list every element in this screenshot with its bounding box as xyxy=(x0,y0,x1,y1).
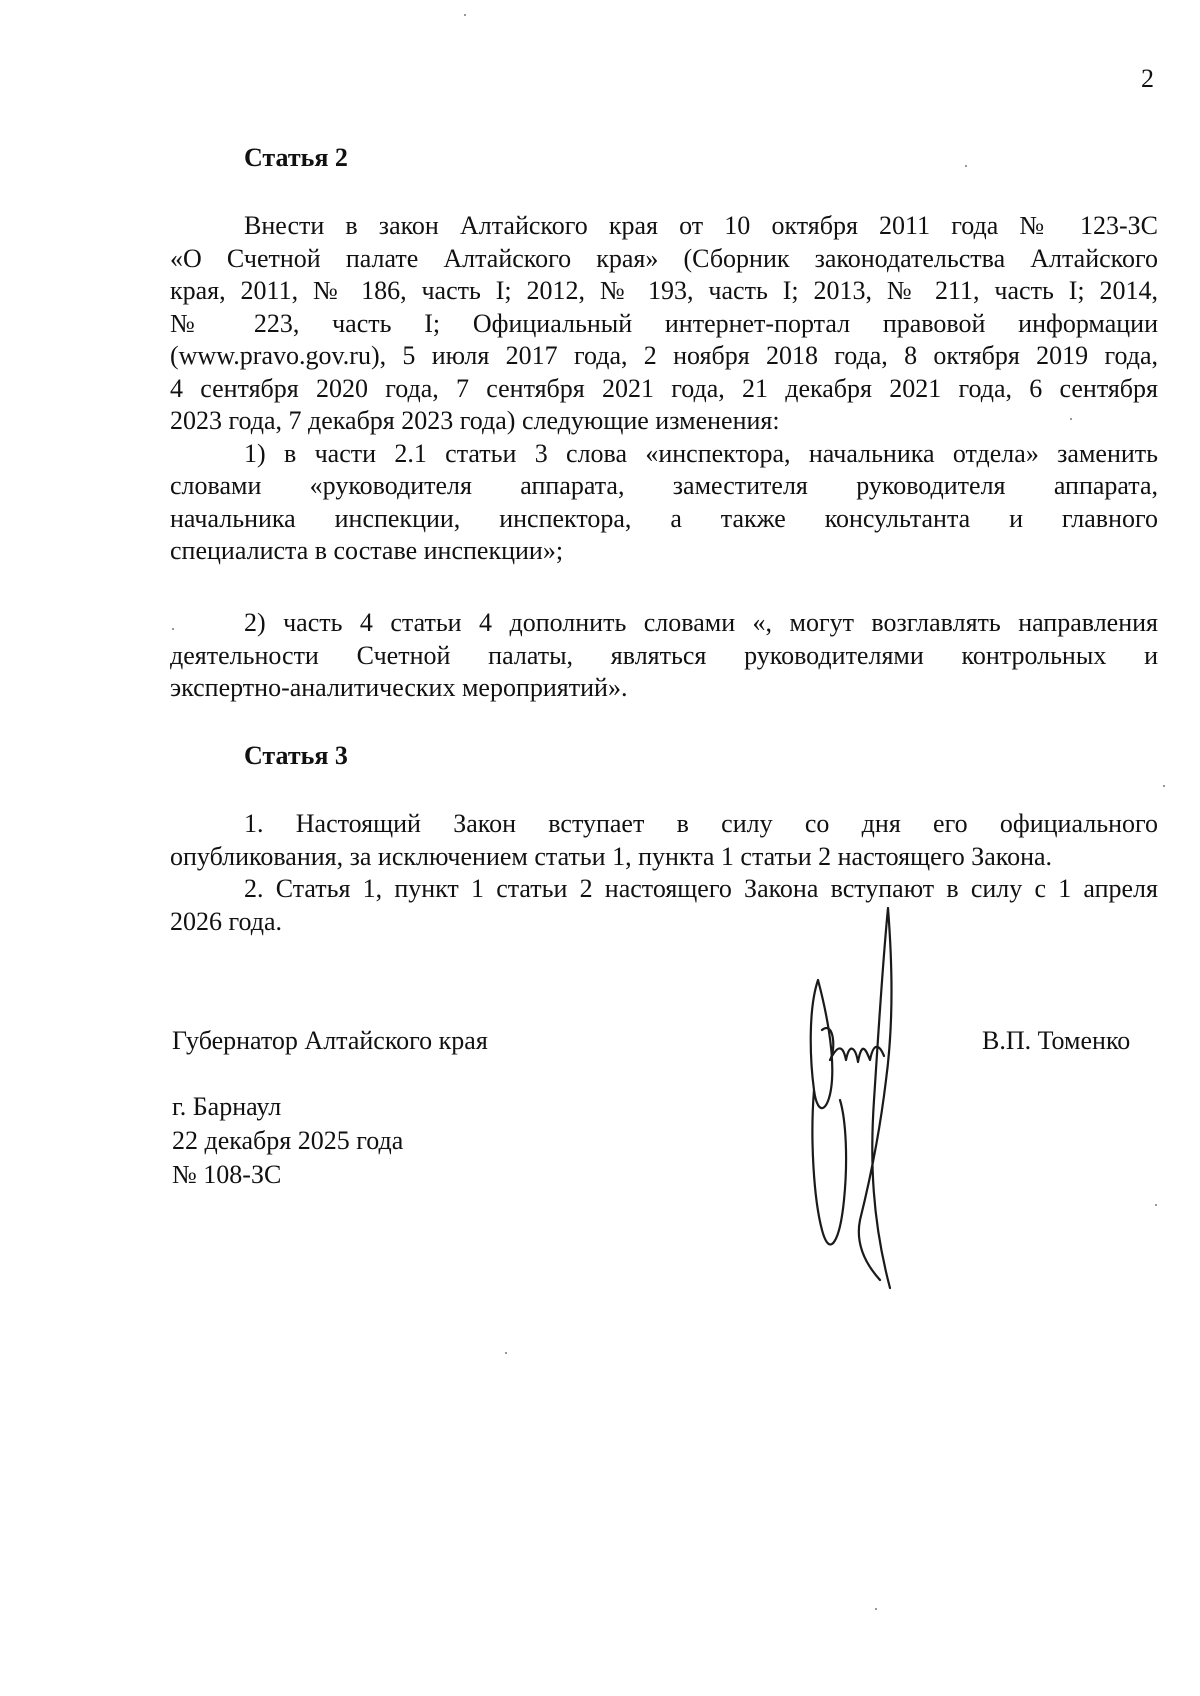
page-number: 2 xyxy=(1141,64,1154,93)
article-3-heading: Статья 3 xyxy=(244,741,348,770)
text-line: словами «руководителя аппарата, заместителя руководителя аппарата, xyxy=(170,471,1158,500)
scan-speck xyxy=(1155,1204,1157,1206)
scan-speck xyxy=(172,628,174,630)
text-line: деятельности Счетной палаты, являться руководителями контрольных и xyxy=(170,640,1158,670)
handwritten-signature xyxy=(800,900,950,1300)
text-line: № 223, часть I; Официальный интернет-портал правовой информации xyxy=(170,308,1158,338)
date: 22 декабря 2025 года xyxy=(172,1126,404,1155)
article-2-intro xyxy=(170,210,1158,568)
text-line: 2023 года, 7 декабря 2023 года) следующие изменения: xyxy=(170,406,780,435)
text-line: Внести в закон Алтайского края от 10 октября 2011 года № 123-ЗС xyxy=(244,211,1158,240)
article-2-heading: Статья 2 xyxy=(244,143,348,172)
law-number: № 108-ЗС xyxy=(172,1160,282,1189)
text-line: 4 сентября 2020 года, 7 сентября 2021 года, 21 декабря 2021 года, 6 сентября xyxy=(170,373,1158,403)
scan-speck xyxy=(1070,418,1072,420)
place-date-number xyxy=(172,1090,403,1192)
text-line: (www.pravo.gov.ru), 5 июля 2017 года, 2 ноября 2018 года, 8 октября 2019 года, xyxy=(170,341,1158,370)
scan-speck xyxy=(505,1352,507,1354)
text-line: 1) в части 2.1 статьи 3 слова «инспектора, начальника отдела» заменить xyxy=(244,438,1158,468)
text-line: 2. Статья 1, пункт 1 статьи 2 настоящего Закона вступают в силу с 1 апреля xyxy=(244,874,1158,903)
scan-speck xyxy=(1163,785,1165,787)
city: г. Барнаул xyxy=(172,1092,282,1121)
scan-speck xyxy=(965,165,967,167)
text-line: «О Счетной палате Алтайского края» (Сборник законодательства Алтайского xyxy=(170,243,1158,273)
scan-speck xyxy=(464,14,466,16)
text-line: опубликования, за исключением статьи 1, пункта 1 статьи 2 настоящего Закона. xyxy=(170,841,1053,871)
signatory-name: В.П. Томенко xyxy=(982,1026,1131,1055)
text-line: начальника инспекции, инспектора, а также консультанта и главного xyxy=(170,503,1158,533)
text-line: 2026 года. xyxy=(170,906,283,936)
text-line: специалиста в составе инспекции»; xyxy=(170,536,564,565)
text-line: 1. Настоящий Закон вступает в силу со дня его официального xyxy=(244,809,1158,838)
text-line: края, 2011, № 186, часть I; 2012, № 193, часть I; 2013, № 211, часть I; 2014, xyxy=(170,276,1158,305)
text-line: экспертно-аналитических мероприятий». xyxy=(170,673,628,702)
article-3-body xyxy=(170,808,1158,938)
signatory-position: Губернатор Алтайского края xyxy=(172,1026,488,1055)
text-line: 2) часть 4 статьи 4 дополнить словами «, могут возглавлять направления xyxy=(244,608,1158,637)
article-2-item-2 xyxy=(170,607,1158,705)
scan-speck xyxy=(875,1608,877,1610)
